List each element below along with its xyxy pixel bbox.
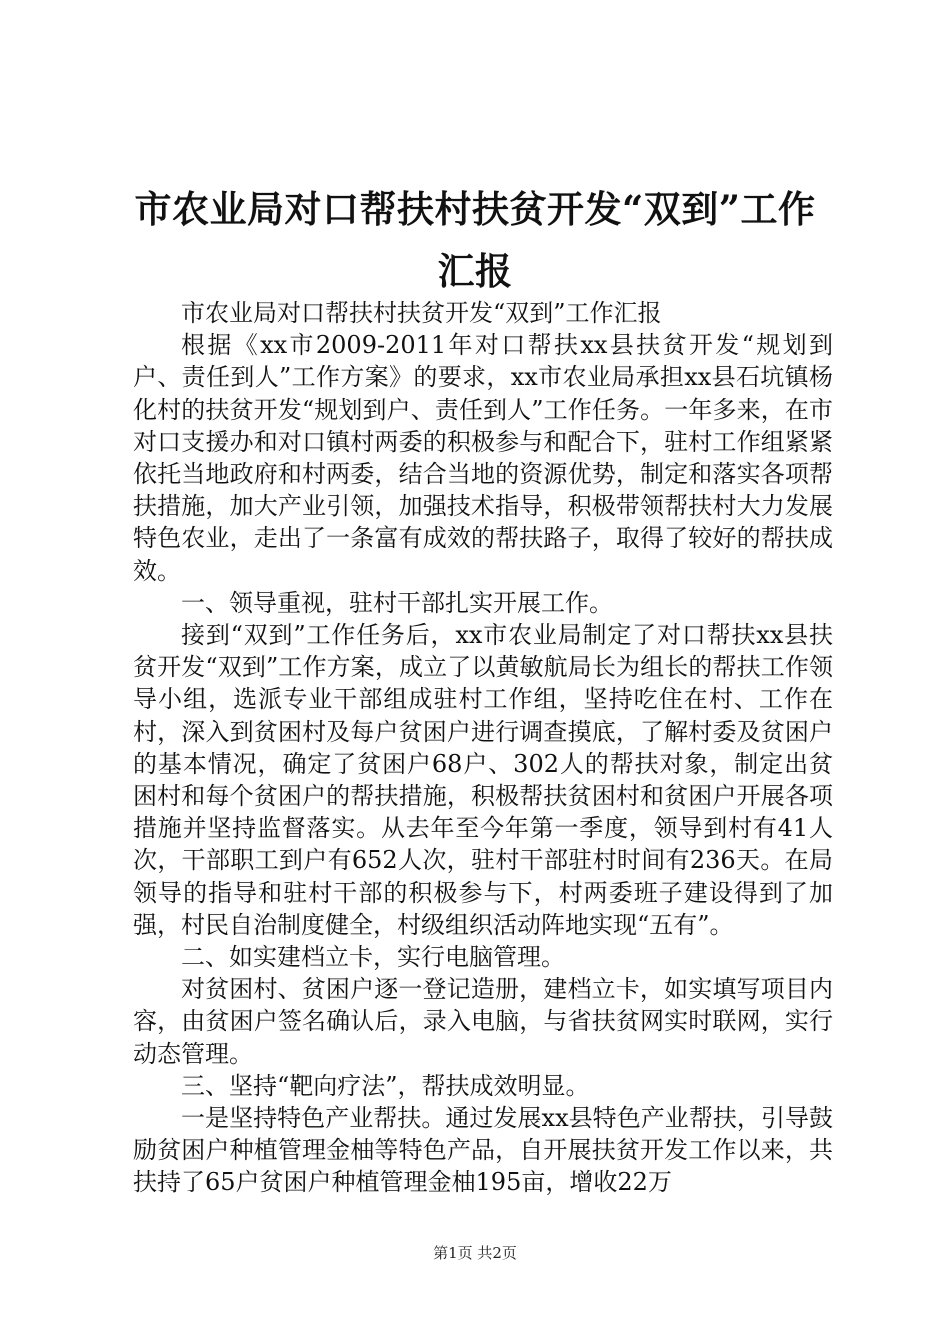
section-heading-1: 一、领导重视，驻村干部扎实开展工作。 (181, 588, 613, 617)
section-heading-3: 三、坚持“靶向疗法”，帮扶成效明显。 (181, 1071, 590, 1100)
paragraph-intro: 根据《xx市2009-2011年对口帮扶xx县扶贫开发“规划到户、责任到人”工作方案》的要求，xx市农业局承担xx县石坑镇杨化村的扶贫开发“规划到户、责任到人”工作任务。一年多来，在市对口支援办和对口镇村两委的积极参与和配合下，驻村工作组紧紧依托当地政府和村两委，结合当地的资源优势，制定和落实各项帮扶措施，加大产业引领，加强技术指导，积极带领帮扶村大力发展特色农业，走出了一条富有成效的帮扶路子，取得了较好的帮扶成效。 (133, 331, 833, 585)
paragraph-section-3: 一是坚持特色产业帮扶。通过发展xx县特色产业帮扶，引导鼓励贫困户种植管理金柚等特色产品，自开展扶贫开发工作以来，共扶持了65户贫困户种植管理金柚195亩，增收22万 (133, 1104, 833, 1197)
page-number-footer: 第1页 共2页 (433, 1244, 517, 1262)
section-heading-2: 二、如实建档立卡，实行电脑管理。 (181, 943, 565, 972)
page-title: 市农业局对口帮扶村扶贫开发“双到”工作汇报 (134, 187, 816, 293)
paragraph-subtitle: 市农业局对口帮扶村扶贫开发“双到”工作汇报 (181, 299, 662, 327)
paragraph-section-1: 接到“双到”工作任务后，xx市农业局制定了对口帮扶xx县扶贫开发“双到”工作方案，成立了以黄敏航局长为组长的帮扶工作领导小组，选派专业干部组成驻村工作组，坚持吃住在村、工作在村，深入到贫困村及每户贫困户进行调查摸底，了解村委及贫困户的基本情况，确定了贫困户68户、302人的帮扶对象，制定出贫困村和每个贫困户的帮扶措施，积极帮扶贫困村和贫困户开展各项措施并坚持监督落实。从去年至今年第一季度，领导到村有41人次，干部职工到户有652人次，驻村干部驻村时间有236天。在局领导的指导和驻村干部的积极参与下，村两委班子建设得到了加强，村民自治制度健全，村级组织活动阵地实现“五有”。 (133, 621, 833, 939)
paragraph-section-2: 对贫困村、贫困户逐一登记造册，建档立卡，如实填写项目内容，由贫困户签名确认后，录入电脑，与省扶贫网实时联网，实行动态管理。 (133, 975, 833, 1068)
document-body (133, 297, 833, 1199)
